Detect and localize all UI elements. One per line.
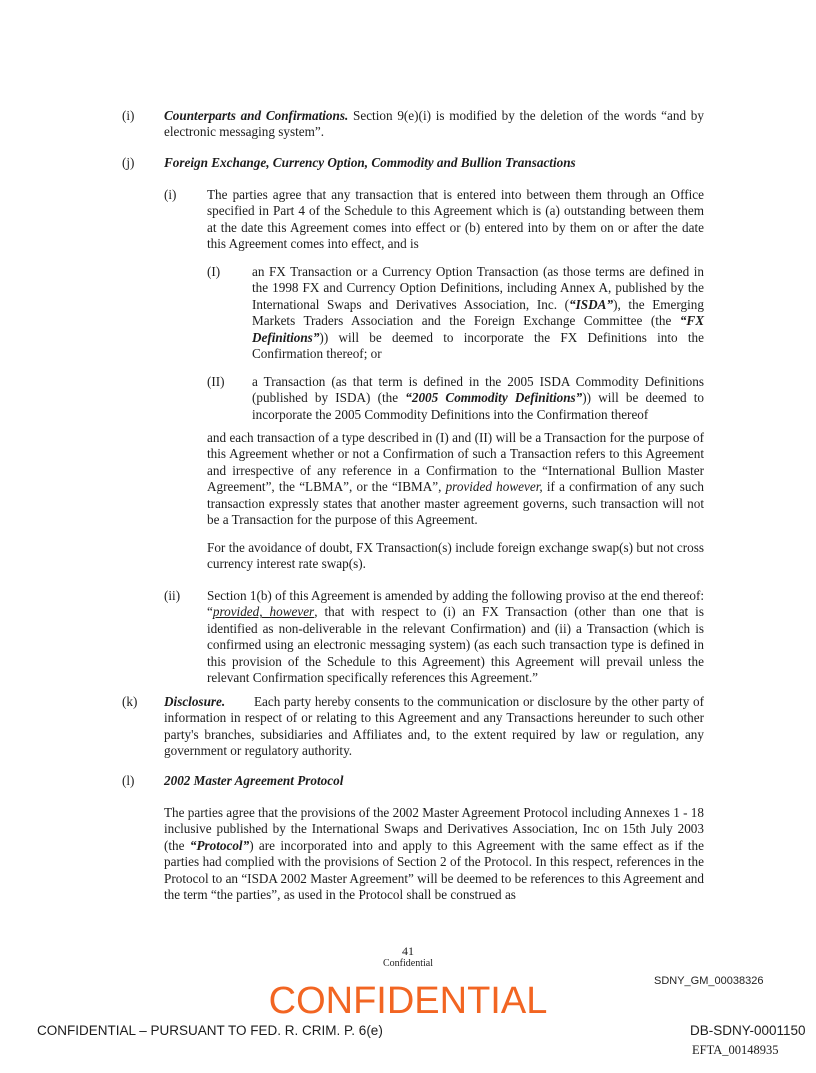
- and-each-transaction-paragraph: [207, 430, 704, 528]
- section-i-text: Section 9(e)(i) is modified by the deletion of the words “and by electronic messaging system”.: [164, 108, 704, 140]
- section-label-i: (i): [122, 108, 135, 123]
- item-II-text-2: )) will be deemed to incorporate the 2005 Commodity Definitions into the Confirmation thereof: [252, 390, 704, 422]
- subsection-j-ii-paragraph: [207, 588, 704, 686]
- section-j-title: Foreign Exchange, Currency Option, Commodity and Bullion Transactions: [164, 155, 576, 170]
- confidential-stamp: CONFIDENTIAL: [268, 980, 548, 1022]
- ii-text-2: , that with respect to (i) an FX Transaction (other than one that is identified as non-deliverable in the relevant Confirmation) and (ii) a Transaction (which is confirmed using an electronic messaging system) (as each such transaction type is defined in this provision of the Schedule to this Agreement) this Agreement will prevail unless the relevant Confirmation specifically references this Agreement.”: [207, 604, 704, 686]
- subsection-j-i-text: The parties agree that any transaction that is entered into between them through an Office specified in Part 4 of the Schedule to this Agreement which is (a) outstanding between them at the date this Agreement comes into effect or (b) entered into by them on or after the date this Agreement comes into effect, and is: [207, 187, 704, 252]
- isda-term: “ISDA”: [569, 296, 614, 312]
- item-I-paragraph: [252, 264, 704, 362]
- item-label-I: (I): [207, 264, 221, 279]
- and-text-2: if a confirmation of any such transaction expressly states that another master agreement governs, such transaction will not be a Transaction for the purpose of this Agreement.: [207, 479, 704, 528]
- avoidance-of-doubt-paragraph: For the avoidance of doubt, FX Transaction(s) include foreign exchange swap(s) but not cross currency interest rate swap(s).: [207, 540, 704, 572]
- efta-id: EFTA_00148935: [692, 1043, 779, 1057]
- provided-however-italic: provided however,: [445, 479, 543, 495]
- section-label-l: (l): [122, 773, 135, 788]
- section-label-j: (j): [122, 155, 135, 170]
- item-label-II: (II): [207, 374, 225, 389]
- l-text-2: ) are incorporated into and apply to this Agreement with the same effect as if the parties had complied with the provisions of Section 2 of the Protocol. In this respect, references in the Protocol to an “ISDA 2002 Master Agreement” will be deemed to be references to this Agreement and the term “the parties”, as used in the Protocol shall be construed as: [164, 837, 704, 903]
- section-k-text: Each party hereby consents to the communication or disclosure by the other party of information in respect of or relating to this Agreement and any Transactions hereunder to such other party's branches, subsidiaries and Affiliates and, to the extent required by law or regulation, any government or regulatory authority.: [164, 694, 704, 759]
- section-i-title: Counterparts and Confirmations.: [164, 108, 349, 123]
- item-I-text-3: )) will be deemed to incorporate the FX Definitions into the Confirmation thereof; or: [252, 329, 704, 362]
- subsection-label-j-i: (i): [164, 187, 177, 202]
- l-text-1: The parties agree that the provisions of the 2002 Master Agreement Protocol including Annexes 1 - 18 inclusive published by the International Swaps and Derivatives Association, Inc on 15th July 2003 (the: [164, 805, 704, 853]
- item-I-text-1: an FX Transaction or a Currency Option Transaction (as those terms are defined in the 1998 FX and Currency Option Definitions, including Annex A, published by the International Swaps and Derivatives Association, Inc. (: [252, 264, 704, 312]
- subsection-label-j-ii: (ii): [164, 588, 181, 603]
- section-l-title: 2002 Master Agreement Protocol: [164, 773, 344, 788]
- confidentiality-legend: CONFIDENTIAL – PURSUANT TO FED. R. CRIM. P. 6(e): [37, 1023, 383, 1038]
- section-l-paragraph: [164, 805, 704, 903]
- commodity-definitions-term: “2005 Commodity Definitions”: [405, 390, 583, 406]
- db-sdny-id: DB-SDNY-0001150: [690, 1023, 806, 1038]
- and-text-1: and each transaction of a type described in (I) and (II) will be a Transaction for the purpose of this Agreement whether or not a Confirmation of such a Transaction refers to this Agreement and irrespective of any reference in a Confirmation to the “International Bullion Master Agreement”, the “LBMA”, or the “IBMA”,: [207, 430, 704, 495]
- item-II-paragraph: [252, 374, 704, 423]
- bates-gm-number: SDNY_GM_00038326: [654, 975, 764, 987]
- ii-text-1: Section 1(b) of this Agreement is amended by adding the following proviso at the end thereof: “: [207, 588, 704, 620]
- provided-however-underlined: provided, however: [212, 604, 315, 620]
- confidential-footer-small: Confidential: [383, 958, 433, 969]
- section-k-title: Disclosure.: [164, 694, 226, 709]
- section-i-paragraph: [164, 108, 704, 141]
- item-II-text-1: a Transaction (as that term is defined in the 2005 ISDA Commodity Definitions (published by ISDA) (the: [252, 374, 704, 406]
- section-label-k: (k): [122, 694, 138, 709]
- item-I-text-2: ), the Emerging Markets Traders Association and the Foreign Exchange Committee (the: [252, 296, 704, 329]
- fx-definitions-term: “FX Definitions”: [252, 313, 704, 345]
- protocol-term: “Protocol”: [189, 837, 250, 853]
- page-number: 41: [402, 944, 414, 958]
